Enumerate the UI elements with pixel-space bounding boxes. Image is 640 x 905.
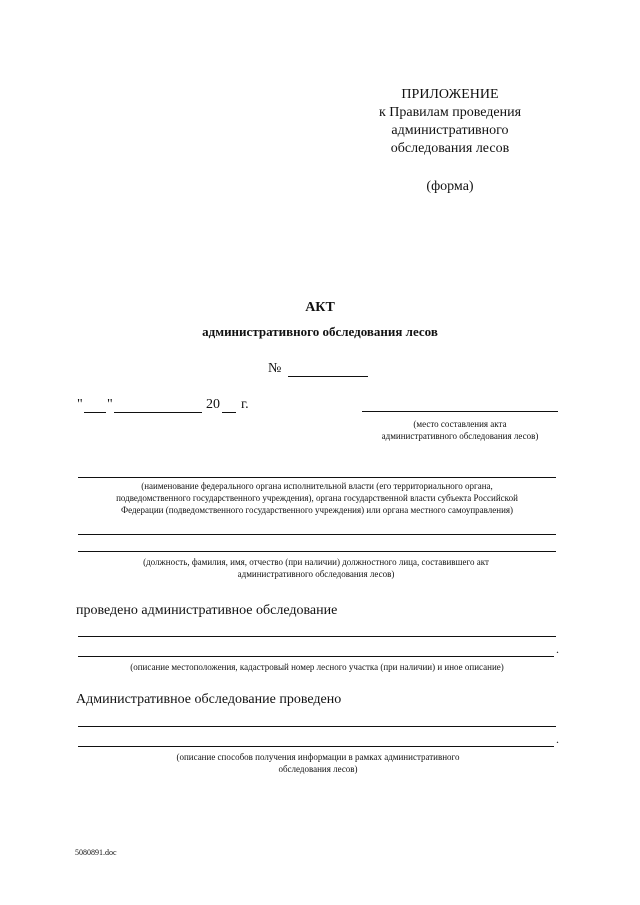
date-quote-open: " (77, 397, 83, 412)
method-caption-line-1: (описание способов получения информации в рамках административного (176, 752, 460, 762)
place-caption-line-2: административного обследования лесов) (381, 431, 539, 441)
date-year-prefix: 20 (206, 397, 220, 412)
method-end-mark: . (556, 732, 559, 746)
survey-heading: проведено административное обследование (76, 603, 338, 618)
appendix-block (350, 86, 550, 196)
survey-done-heading: Административное обследование проведено (76, 692, 342, 707)
authority-caption (60, 480, 574, 516)
date-year-suffix: г. (241, 397, 249, 412)
authority-field-line (78, 477, 556, 478)
official-caption-line-2: административного обследования лесов) (237, 569, 395, 579)
date-quote-close: " (107, 397, 113, 412)
authority-caption-line-2: подведомственного государственного учреждения), органа государственной власти субъекта Российской (116, 493, 518, 503)
authority-caption-line-1: (наименование федерального органа исполнительной власти (его территориального органа, (141, 481, 493, 491)
date-year-line (222, 412, 236, 413)
appendix-title: ПРИЛОЖЕНИЕ (401, 87, 499, 102)
appendix-line-2: административного (391, 123, 509, 138)
method-field-line-1 (78, 726, 556, 727)
place-caption (352, 418, 568, 442)
location-end-mark: . (556, 642, 559, 656)
official-field-line-2 (78, 551, 556, 552)
number-field-line (288, 376, 368, 377)
place-caption-line-1: (место составления акта (413, 419, 507, 429)
act-title: АКТ (305, 300, 335, 315)
method-caption-line-2: обследования лесов) (278, 764, 358, 774)
date-month-line (114, 412, 202, 413)
official-field-line-1 (78, 534, 556, 535)
appendix-line-3: обследования лесов (390, 141, 510, 156)
location-field-line-2 (78, 656, 554, 657)
form-label: (форма) (426, 179, 474, 194)
official-caption (90, 556, 542, 580)
location-field-line-1 (78, 636, 556, 637)
number-label: № (268, 361, 282, 376)
appendix-line-1: к Правилам проведения (378, 105, 522, 120)
date-day-line (84, 412, 106, 413)
place-field-line (362, 411, 558, 412)
file-name: 5080891.doc (75, 848, 117, 857)
act-subtitle: административного обследования лесов (202, 324, 438, 339)
location-caption: (описание местоположения, кадастровый номер лесного участка (при наличии) и иное описание) (130, 662, 504, 672)
official-caption-line-1: (должность, фамилия, имя, отчество (при наличии) должностного лица, составившего акт (143, 557, 489, 567)
authority-caption-line-3: Федерации (подведомственного государственного учреждения) или органа местного самоуправления) (120, 505, 514, 515)
method-field-line-2 (78, 746, 554, 747)
method-caption (110, 751, 526, 775)
